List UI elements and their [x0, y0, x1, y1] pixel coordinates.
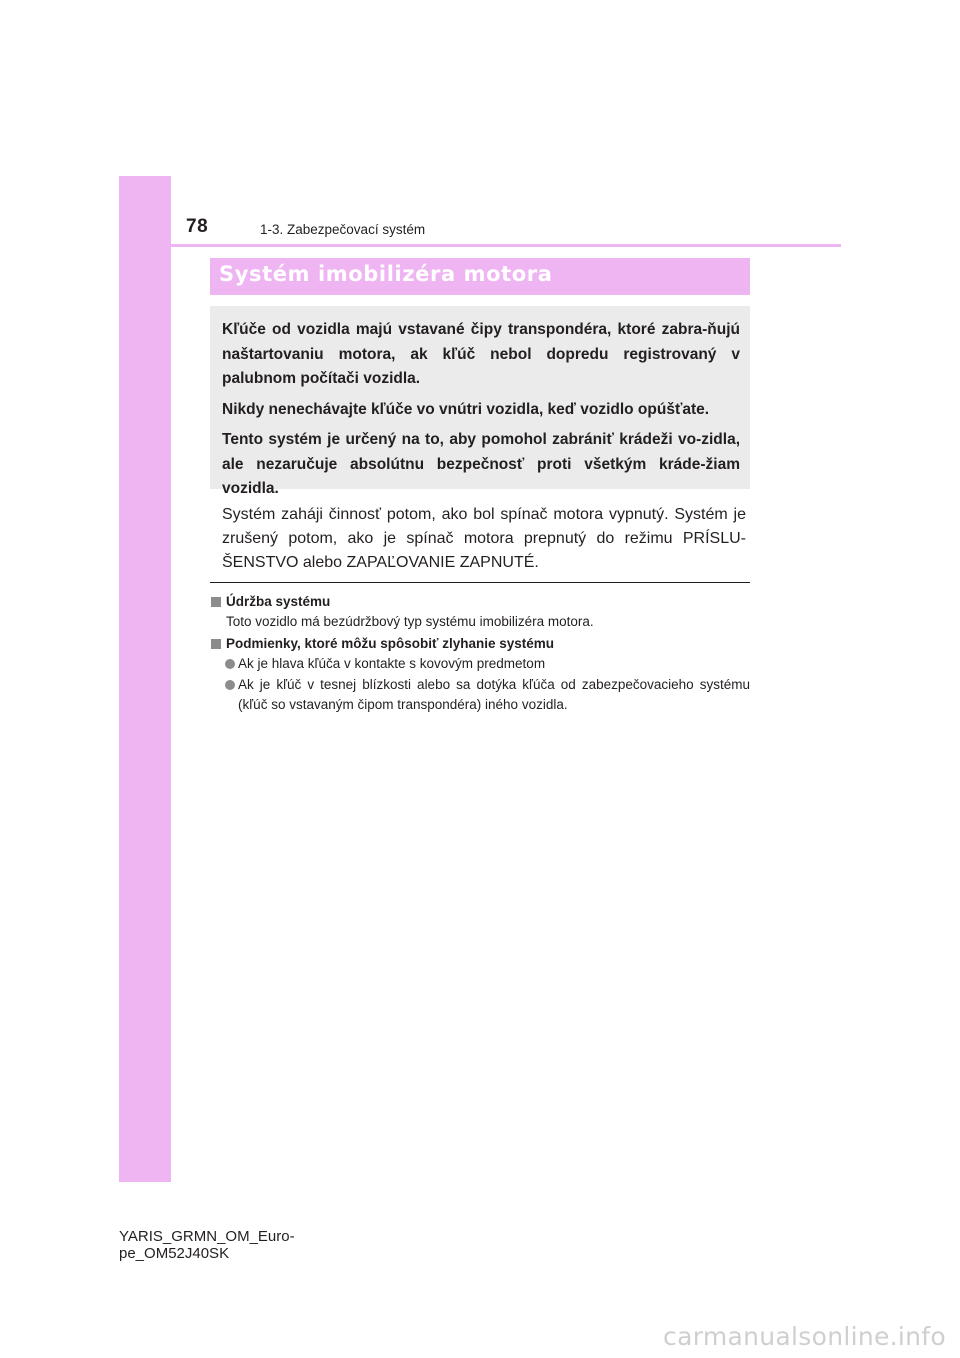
round-bullet-icon — [225, 680, 235, 690]
note-heading-maintenance — [210, 592, 750, 612]
notes-section — [210, 590, 750, 716]
note-heading-conditions — [210, 634, 750, 654]
footer-line: YARIS_GRMN_OM_Euro- — [119, 1228, 295, 1245]
square-bullet-icon — [211, 639, 221, 649]
info-box — [210, 306, 750, 497]
section-title: 1-3. Zabezpečovací systém — [260, 222, 426, 237]
side-tab-band — [119, 176, 171, 1182]
section-divider — [210, 582, 750, 583]
footer-line: pe_OM52J40SK — [119, 1245, 230, 1262]
note-heading-text: Údržba systému — [226, 594, 331, 609]
page-title: Systém imobilizéra motora — [219, 262, 553, 286]
round-bullet-icon — [225, 659, 235, 669]
footer-doc-id — [119, 1228, 349, 1262]
watermark: carmanualsonline.info — [663, 1322, 946, 1351]
list-item-text: Ak je hlava kľúča v kontakte s kovovým predmetom — [238, 656, 546, 671]
header-rule — [171, 244, 841, 247]
square-bullet-icon — [211, 597, 221, 607]
info-paragraph: Tento systém je určený na to, aby pomohol zabrániť krádeži vo-zidla, ale nezaručuje absolútnu bezpečnosť proti všetkým kráde-žiam vozidla. — [222, 431, 740, 497]
info-paragraph: Nikdy nenechávajte kľúče vo vnútri vozidla, keď vozidlo opúšťate. — [222, 400, 710, 418]
body-paragraph: Systém zaháji činnosť potom, ako bol spínač motora vypnutý. Systém je zrušený potom, ako je spínač motora prepnutý do režimu PRÍSLU-ŠENSTVO alebo ZAPAĽOVANIE ZAPNUTÉ. — [222, 506, 746, 571]
note-heading-text: Podmienky, ktoré môžu spôsobiť zlyhanie systému — [226, 636, 555, 651]
title-bar — [210, 258, 750, 295]
info-paragraph: Kľúče od vozidla majú vstavané čipy transpondéra, ktoré zabra-ňujú naštartovaniu motora, ak kľúč nebol dopredu registrovaný v palubnom počítači vozidla. — [222, 321, 740, 387]
list-item — [210, 675, 750, 715]
note-text-maintenance: Toto vozidlo má bezúdržbový typ systému imobilizéra motora. — [226, 614, 594, 629]
list-item — [210, 654, 750, 674]
page-number: 78 — [186, 216, 209, 237]
list-item-text: Ak je kľúč v tesnej blízkosti alebo sa dotýka kľúča od zabezpečovacieho systému (kľúč so vstavaným čipom transpondéra) iného vozidla. — [238, 677, 750, 712]
